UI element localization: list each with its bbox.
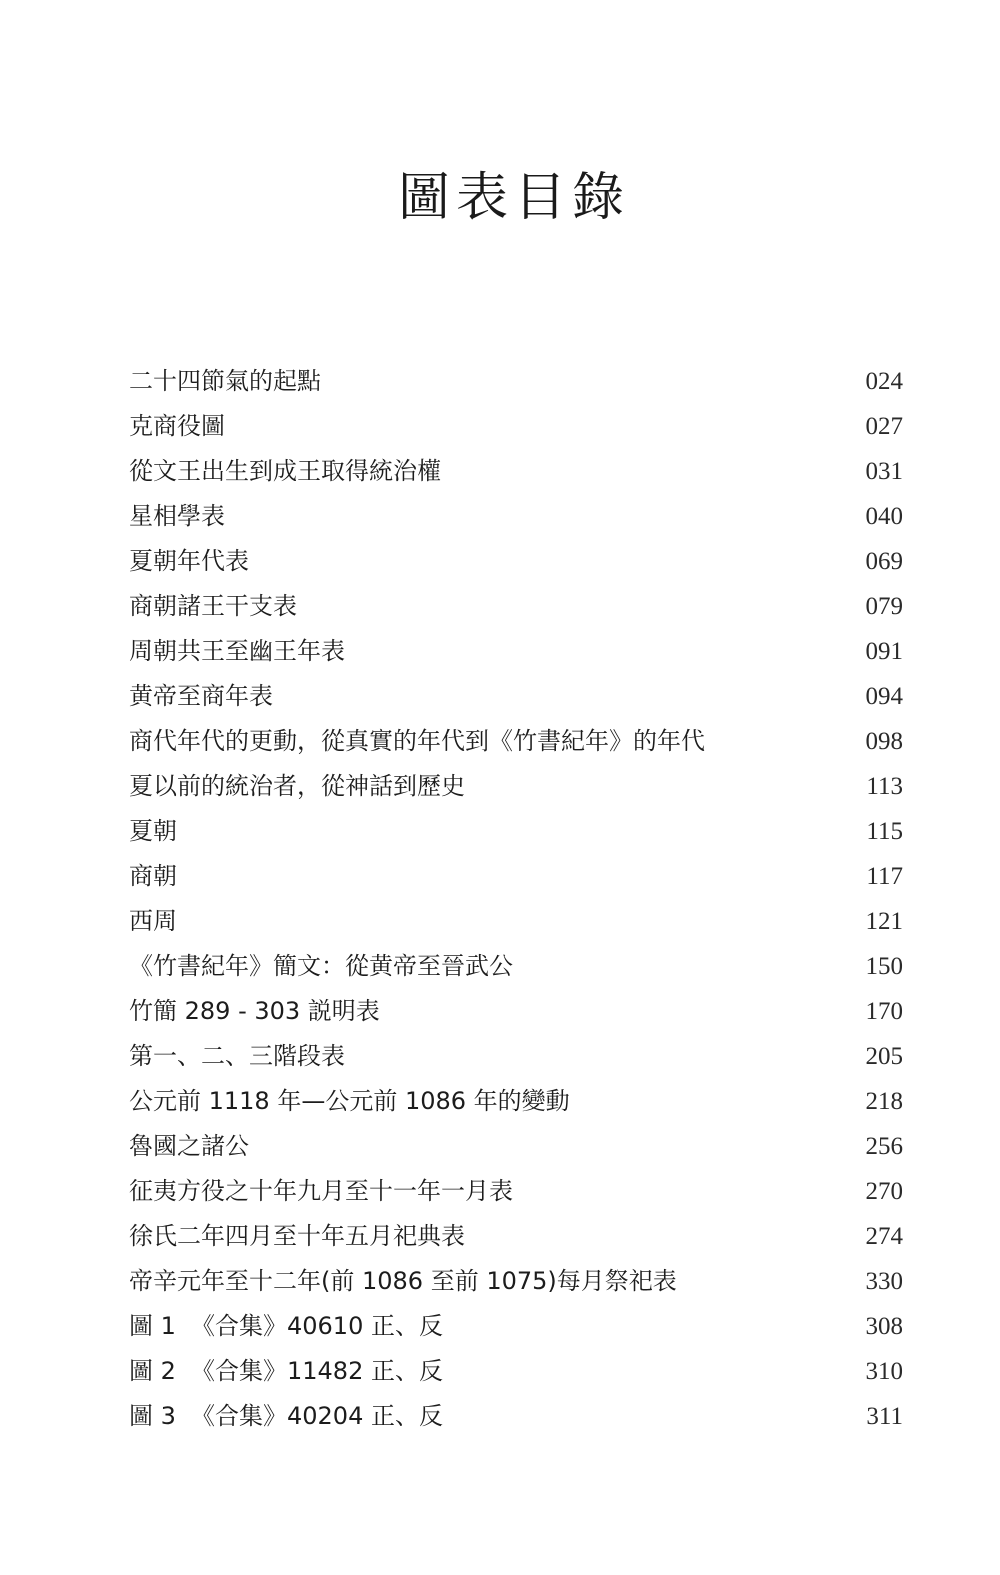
toc-entry-page: 170 bbox=[865, 998, 903, 1025]
figure-number: 圖 2 bbox=[129, 1357, 176, 1385]
toc-entry[interactable] bbox=[129, 989, 903, 1034]
toc-entry-label: 星相學表 bbox=[129, 502, 225, 530]
toc-entry-page: 079 bbox=[865, 593, 903, 620]
toc-entry-page: 094 bbox=[865, 683, 903, 710]
toc-entry-label: 商朝諸王干支表 bbox=[129, 592, 297, 620]
toc-entry-label: 商代年代的更動，從真實的年代到《竹書紀年》的年代 bbox=[129, 727, 705, 755]
toc-entry-label: 第一、二、三階段表 bbox=[129, 1042, 345, 1070]
toc-entry-page: 117 bbox=[866, 863, 903, 890]
toc-entry[interactable] bbox=[129, 359, 903, 404]
toc-entry-label: 黄帝至商年表 bbox=[129, 682, 273, 710]
toc-entry-label: 克商役圖 bbox=[129, 412, 225, 440]
toc-entry-page: 205 bbox=[865, 1043, 903, 1070]
toc-entry-page: 256 bbox=[865, 1133, 903, 1160]
toc-entry-page: 274 bbox=[865, 1223, 903, 1250]
toc-entry-page: 098 bbox=[865, 728, 903, 755]
figure-caption: 《合集》11482 正、反 bbox=[191, 1357, 443, 1385]
toc-entry-page: 218 bbox=[865, 1088, 903, 1115]
toc-entry-label: 公元前 1118 年—公元前 1086 年的變動 bbox=[129, 1087, 570, 1115]
toc-entry[interactable] bbox=[129, 1169, 903, 1214]
toc-entry-page: 150 bbox=[865, 953, 903, 980]
toc-entry-page: 031 bbox=[865, 458, 903, 485]
figure-number: 圖 1 bbox=[129, 1312, 176, 1340]
toc-entry-label: 夏朝 bbox=[129, 817, 177, 845]
toc-entry[interactable] bbox=[129, 854, 903, 899]
toc-entry-page: 024 bbox=[865, 368, 903, 395]
page-title: 圖表目錄 bbox=[397, 168, 630, 228]
toc-entry-page: 113 bbox=[866, 773, 903, 800]
toc-entry[interactable] bbox=[129, 1079, 903, 1124]
toc-entry-label: 二十四節氣的起點 bbox=[129, 367, 321, 395]
toc-figure-label bbox=[129, 1394, 443, 1439]
figure-number: 圖 3 bbox=[129, 1402, 176, 1430]
toc-entry-page: 311 bbox=[866, 1403, 903, 1430]
table-of-contents bbox=[129, 359, 903, 1439]
toc-entry-label: 徐氏二年四月至十年五月祀典表 bbox=[129, 1222, 465, 1250]
toc-entry[interactable] bbox=[129, 494, 903, 539]
toc-entry-page: 121 bbox=[865, 908, 903, 935]
toc-entry[interactable] bbox=[129, 404, 903, 449]
toc-figure-entry[interactable] bbox=[129, 1349, 903, 1394]
toc-entry[interactable] bbox=[129, 1124, 903, 1169]
toc-entry-label: 魯國之諸公 bbox=[129, 1132, 249, 1160]
toc-entry[interactable] bbox=[129, 899, 903, 944]
toc-entry-page: 040 bbox=[865, 503, 903, 530]
toc-entry-label: 周朝共王至幽王年表 bbox=[129, 637, 345, 665]
toc-entry-page: 027 bbox=[865, 413, 903, 440]
toc-entry[interactable] bbox=[129, 1034, 903, 1079]
toc-entry-label: 夏朝年代表 bbox=[129, 547, 249, 575]
toc-figure-label bbox=[129, 1349, 443, 1394]
toc-entry-label: 夏以前的統治者，從神話到歷史 bbox=[129, 772, 465, 800]
toc-entry[interactable] bbox=[129, 944, 903, 989]
toc-entry-page: 310 bbox=[865, 1358, 903, 1385]
toc-entry[interactable] bbox=[129, 539, 903, 584]
toc-entry[interactable] bbox=[129, 584, 903, 629]
toc-entry[interactable] bbox=[129, 1259, 903, 1304]
toc-entry-page: 069 bbox=[865, 548, 903, 575]
toc-figure-entry[interactable] bbox=[129, 1394, 903, 1439]
toc-entry-page: 115 bbox=[866, 818, 903, 845]
toc-entry-label: 征夷方役之十年九月至十一年一月表 bbox=[129, 1177, 513, 1205]
toc-entry[interactable] bbox=[129, 629, 903, 674]
toc-entry[interactable] bbox=[129, 449, 903, 494]
toc-entry-label: 帝辛元年至十二年(前 1086 至前 1075)每月祭祀表 bbox=[129, 1267, 677, 1295]
toc-entry[interactable] bbox=[129, 1214, 903, 1259]
figure-caption: 《合集》40610 正、反 bbox=[191, 1312, 443, 1340]
figure-caption: 《合集》40204 正、反 bbox=[191, 1402, 443, 1430]
toc-entry[interactable] bbox=[129, 809, 903, 854]
toc-figure-entry[interactable] bbox=[129, 1304, 903, 1349]
toc-entry[interactable] bbox=[129, 764, 903, 809]
toc-entry-page: 091 bbox=[865, 638, 903, 665]
toc-entry-label: 竹簡 289 - 303 説明表 bbox=[129, 997, 380, 1025]
toc-entry[interactable] bbox=[129, 674, 903, 719]
toc-figure-label bbox=[129, 1304, 443, 1349]
toc-entry-label: 商朝 bbox=[129, 862, 177, 890]
toc-entry-label: 西周 bbox=[129, 907, 177, 935]
toc-entry-label: 從文王出生到成王取得統治權 bbox=[129, 457, 441, 485]
toc-entry-page: 330 bbox=[865, 1268, 903, 1295]
toc-entry-page: 308 bbox=[865, 1313, 903, 1340]
toc-entry[interactable] bbox=[129, 719, 903, 764]
toc-entry-label: 《竹書紀年》簡文：從黄帝至晉武公 bbox=[129, 952, 513, 980]
toc-entry-page: 270 bbox=[865, 1178, 903, 1205]
